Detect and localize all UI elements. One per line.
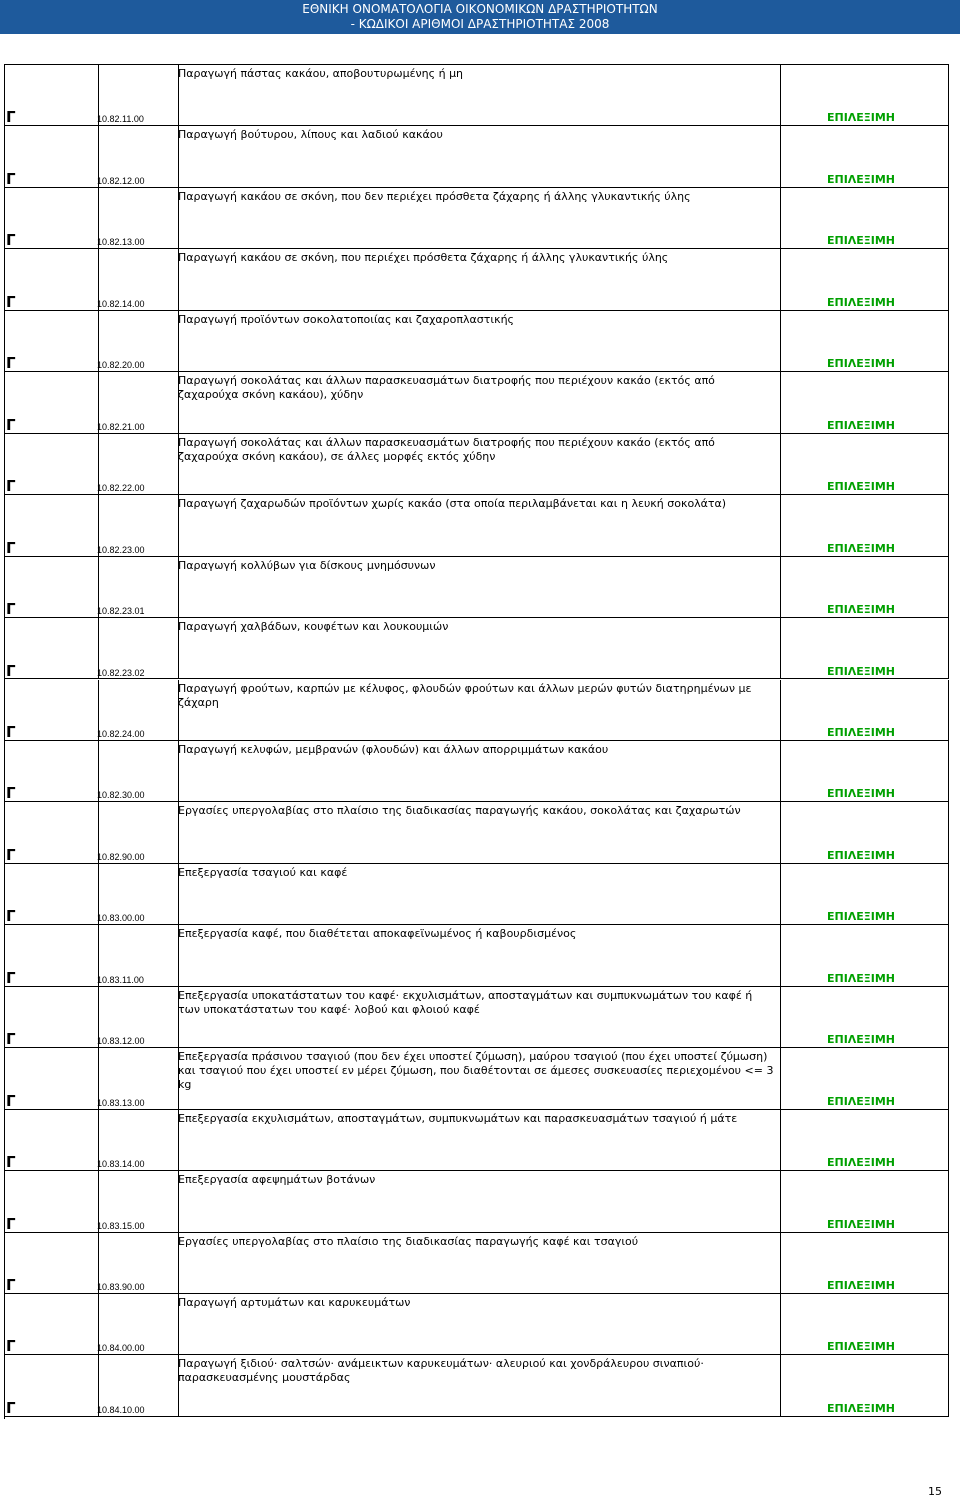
category-letter: Γ <box>6 477 16 496</box>
eligibility-status: ΕΠΙΛΕΞΙΜΗ <box>826 787 896 801</box>
activity-description: Παραγωγή αρτυμάτων και καρυκευμάτων <box>178 1296 411 1309</box>
activity-description: Επεξεργασία εκχυλισμάτων, αποσταγμάτων, συμπυκνωμάτων και παρασκευασμάτων τσαγιού ή μάτε <box>178 1111 738 1125</box>
eligibility-status: ΕΠΙΛΕΞΙΜΗ <box>826 1279 896 1292</box>
activity-description: Παραγωγή βούτυρου, λίπους και λαδιού κακάου <box>178 128 443 142</box>
activity-description: Παραγωγή σοκολάτας και άλλων παρασκευασμάτων διατροφής που περιέχουν κακάο (εκτός από ζαχαρούχα σκόνη κακάου), σε άλλες μορφές εκτός χύδην <box>178 435 715 463</box>
activity-description: Παραγωγή κακάου σε σκόνη, που περιέχει πρόσθετα ζάχαρης ή άλλης γλυκαντικής ύλης <box>178 251 669 265</box>
activity-description: Επεξεργασία πράσινου τσαγιού (που δεν έχει υποστεί ζύμωση), μαύρου τσαγιού (που έχει υποστεί ζύμωση) και τσαγιού που έχει υποστεί εν μέρει ζύμωση, που διαθέτονται σε άμεσες συσκευασίες περιεχομένου <= 3 kg <box>178 1050 774 1092</box>
activity-description: Επεξεργασία καφέ, που διαθέτεται αποκαφεϊνωμένος ή καβουρδισμένος <box>178 927 577 941</box>
activity-description: Παραγωγή προϊόντων σοκολατοποιίας και ζαχαροπλαστικής <box>178 312 515 326</box>
eligibility-status: ΕΠΙΛΕΞΙΜΗ <box>826 234 896 248</box>
eligibility-status: ΕΠΙΛΕΞΙΜΗ <box>826 172 896 186</box>
activity-description: Παραγωγή κακάου σε σκόνη, που δεν περιέχει πρόσθετα ζάχαρης ή άλλης γλυκαντικής ύλης <box>178 189 691 203</box>
activity-code: 10.82.90.00 <box>97 851 145 862</box>
activity-code: 10.83.90.00 <box>97 1282 145 1292</box>
activity-code: 10.82.11.00 <box>97 114 144 125</box>
activity-code: 10.82.20.00 <box>97 360 145 371</box>
eligibility-status: ΕΠΙΛΕΞΙΜΗ <box>826 1033 896 1047</box>
activity-description: Παραγωγή φρούτων, καρπών με κέλυφος, φλουδών φρούτων και άλλων μερών φυτών διατηρημένων με ζάχαρη <box>178 681 752 709</box>
category-letter: Γ <box>6 354 16 373</box>
activity-description: Παραγωγή πάστας κακάου, αποβουτυρωμένης ή μη <box>178 67 464 80</box>
activity-code: 10.82.23.01 <box>97 606 145 617</box>
activity-description: Παραγωγή σοκολάτας και άλλων παρασκευασμάτων διατροφής που περιέχουν κακάο (εκτός από ζαχαρούχα σκόνη κακάου), χύδην <box>178 374 715 402</box>
category-letter: Γ <box>6 538 16 557</box>
activity-code: 10.82.13.00 <box>97 237 145 248</box>
category-letter: Γ <box>6 169 16 188</box>
category-letter: Γ <box>6 784 16 803</box>
activity-code: 10.82.23.00 <box>97 544 145 555</box>
category-letter: Γ <box>6 1091 16 1110</box>
activity-code: 10.82.22.00 <box>97 483 145 494</box>
category-letter: Γ <box>6 1337 16 1356</box>
activity-code: 10.82.30.00 <box>97 790 145 801</box>
header-title-line2: - ΚΩΔΙΚΟΙ ΑΡΙΘΜΟΙ ΔΡΑΣΤΗΡΙΟΤΗΤΑΣ 2008 <box>350 17 610 31</box>
activity-code: 10.83.12.00 <box>97 1036 145 1047</box>
eligibility-status: ΕΠΙΛΕΞΙΜΗ <box>826 1401 896 1415</box>
activity-code: 10.84.10.00 <box>97 1404 145 1415</box>
activity-description: Επεξεργασία τσαγιού και καφέ <box>178 865 348 879</box>
activity-code: 10.82.24.00 <box>97 728 145 739</box>
activity-description: Εργασίες υπεργολαβίας στο πλαίσιο της διαδικασίας παραγωγής καφέ και τσαγιού <box>178 1234 639 1248</box>
category-letter: Γ <box>6 661 16 680</box>
activity-code: 10.82.12.00 <box>97 175 145 186</box>
eligibility-status: ΕΠΙΛΕΞΙΜΗ <box>826 1156 896 1170</box>
eligibility-status: ΕΠΙΛΕΞΙΜΗ <box>826 1094 896 1108</box>
activity-description: Παραγωγή ζαχαρωδών προϊόντων χωρίς κακάο (στα οποία περιλαμβάνεται και η λευκή σοκολάτα) <box>178 497 727 511</box>
category-letter: Γ <box>6 1030 16 1049</box>
activity-code: 10.82.14.00 <box>97 298 145 309</box>
eligibility-status: ΕΠΙΛΕΞΙΜΗ <box>826 541 896 555</box>
activity-description: Επεξεργασία υποκατάστατων του καφέ· εκχυλισμάτων, αποσταγμάτων και συμπυκνωμάτων του καφέ ή των υποκατάστατων του καφέ· λοβού και φλοιού καφέ <box>178 988 753 1016</box>
eligibility-status: ΕΠΙΛΕΞΙΜΗ <box>826 725 896 739</box>
eligibility-status: ΕΠΙΛΕΞΙΜΗ <box>826 480 896 494</box>
category-letter: Γ <box>6 292 16 311</box>
activity-code: 10.83.11.00 <box>97 974 144 985</box>
activity-description: Παραγωγή ξιδιού· σαλτσών· ανάμεικτων καρυκευμάτων· αλευριού και χονδράλευρου σιναπιού· παρασκευασμένης μουστάρδας <box>178 1357 704 1385</box>
eligibility-status: ΕΠΙΛΕΞΙΜΗ <box>826 418 896 432</box>
category-letter: Γ <box>6 968 16 987</box>
page-header <box>0 0 960 34</box>
eligibility-status: ΕΠΙΛΕΞΙΜΗ <box>826 1217 896 1231</box>
category-letter: Γ <box>6 108 16 127</box>
activity-description: Παραγωγή χαλβάδων, κουφέτων και λουκουμιών <box>178 620 449 634</box>
category-letter: Γ <box>6 600 16 619</box>
page-number: 15 <box>928 1485 942 1498</box>
activity-code: 10.82.23.02 <box>97 667 145 678</box>
category-letter: Γ <box>6 415 16 434</box>
eligibility-status: ΕΠΙΛΕΞΙΜΗ <box>826 664 896 678</box>
activity-code: 10.83.13.00 <box>97 1097 145 1108</box>
activity-code: 10.83.15.00 <box>97 1220 145 1231</box>
eligibility-status: ΕΠΙΛΕΞΙΜΗ <box>826 295 896 309</box>
activity-description: Επεξεργασία αφεψημάτων βοτάνων <box>178 1173 376 1187</box>
category-letter: Γ <box>6 1276 16 1294</box>
eligibility-status: ΕΠΙΛΕΞΙΜΗ <box>826 910 896 924</box>
activity-code: 10.84.00.00 <box>97 1343 145 1354</box>
eligibility-status: ΕΠΙΛΕΞΙΜΗ <box>826 971 896 985</box>
category-letter: Γ <box>6 1214 16 1233</box>
header-title-line1: ΕΘΝΙΚΗ ΟΝΟΜΑΤΟΛΟΓΙΑ ΟΙΚΟΝΟΜΙΚΩΝ ΔΡΑΣΤΗΡΙΟΤΗΤΩΝ <box>302 2 658 16</box>
activity-description: Εργασίες υπεργολαβίας στο πλαίσιο της διαδικασίας παραγωγής κακάου, σοκολάτας και ζαχαρωτών <box>178 804 741 818</box>
category-letter: Γ <box>6 722 16 741</box>
activity-description: Παραγωγή κελυφών, μεμβρανών (φλουδών) και άλλων απορριμμάτων κακάου <box>178 742 609 756</box>
activity-code: 10.82.21.00 <box>97 421 145 432</box>
category-letter: Γ <box>6 845 16 864</box>
eligibility-status: ΕΠΙΛΕΞΙΜΗ <box>826 111 896 125</box>
activity-code: 10.83.00.00 <box>97 913 145 924</box>
activity-code-table <box>4 64 949 1419</box>
category-letter: Γ <box>6 231 16 250</box>
activity-code: 10.83.14.00 <box>97 1159 145 1170</box>
activity-description: Παραγωγή κολλύβων για δίσκους μνημόσυνων <box>178 558 436 572</box>
category-letter: Γ <box>6 1398 16 1417</box>
category-letter: Γ <box>6 1153 16 1172</box>
category-letter: Γ <box>6 907 16 926</box>
eligibility-status: ΕΠΙΛΕΞΙΜΗ <box>826 848 896 862</box>
eligibility-status: ΕΠΙΛΕΞΙΜΗ <box>826 357 896 371</box>
eligibility-status: ΕΠΙΛΕΞΙΜΗ <box>826 1340 896 1354</box>
eligibility-status: ΕΠΙΛΕΞΙΜΗ <box>826 603 896 617</box>
